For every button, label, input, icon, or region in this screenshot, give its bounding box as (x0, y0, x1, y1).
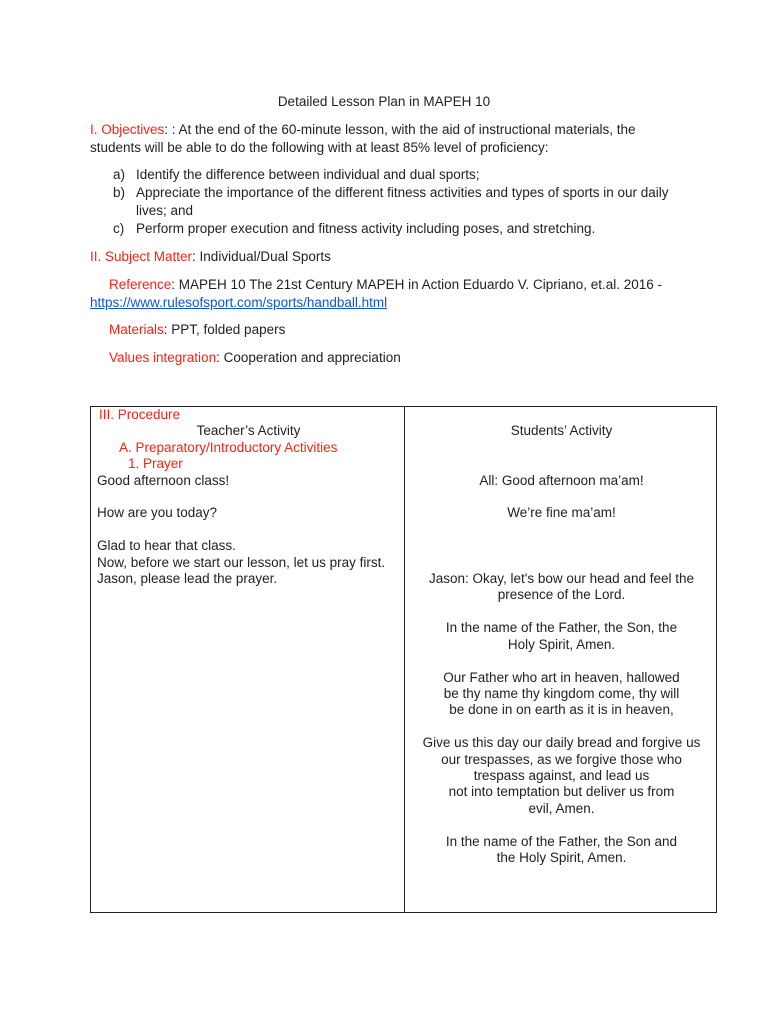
objective-item-text: Appreciate the importance of the different fitness activities and types of sports in our daily lives; and (136, 185, 669, 218)
reference-label: Reference (109, 277, 172, 292)
students-header-spacer (409, 456, 714, 472)
materials-label: Materials (109, 322, 164, 337)
dialogue-line (409, 817, 714, 833)
materials-value: : PPT, folded papers (163, 322, 286, 337)
objective-item-label: b) (113, 185, 126, 200)
dialogue-line: trespass against, and lead us (473, 767, 650, 783)
dialogue-line: Glad to hear that class. (97, 538, 236, 554)
dialogue-line: All: Good afternoon ma’am! (479, 472, 644, 488)
reference-paragraph (90, 276, 690, 312)
column-divider (404, 407, 405, 912)
objectives-list (113, 166, 673, 238)
teacher-activity-column (97, 407, 400, 587)
objectives-intro: At the end of the 60-minute lesson, with the aid of instructional materials, the students will be able to do the following with at least 85% level of proficiency: (90, 122, 636, 155)
reference-link[interactable]: https://www.rulesofsport.com/sports/handball.html (90, 295, 388, 310)
dialogue-line: Our Father who art in heaven, hallowed (443, 669, 680, 685)
objective-item-label: a) (113, 167, 126, 182)
dialogue-line: be done in on earth as it is in heaven, (449, 702, 674, 718)
dialogue-line: evil, Amen. (528, 800, 595, 816)
dialogue-line (409, 719, 714, 735)
subject-matter-label: II. Subject Matter (90, 249, 193, 264)
student-lines (409, 473, 714, 867)
dialogue-line: Jason: Okay, let's bow our head and feel the (429, 571, 694, 587)
dialogue-line: In the name of the Father, the Son, the (445, 620, 678, 636)
dialogue-line: Now, before we start our lesson, let us pray first. (97, 554, 386, 570)
students-activity-column (409, 407, 714, 866)
dialogue-line (97, 489, 400, 505)
dialogue-line: How are you today? (97, 505, 218, 521)
students-header-spacer (409, 407, 714, 423)
students-header-spacer (409, 440, 714, 456)
dialogue-line: Holy Spirit, Amen. (507, 636, 616, 652)
dialogue-line (409, 555, 714, 571)
objective-item (113, 184, 673, 220)
dialogue-line (409, 489, 714, 505)
students-activity-header: Students’ Activity (510, 423, 613, 439)
section-a-heading: A. Preparatory/Introductory Activities (119, 439, 338, 455)
procedure-heading: III. Procedure (99, 407, 181, 422)
dialogue-line: In the name of the Father, the Son and (445, 833, 678, 849)
dialogue-line (409, 604, 714, 620)
reference-value: : MAPEH 10 The 21st Century MAPEH in Action Eduardo V. Cipriano, et.al. 2016 - (171, 277, 663, 292)
subject-matter-value: : Individual/Dual Sports (192, 249, 331, 264)
dialogue-line (409, 538, 714, 554)
document-title: Detailed Lesson Plan in MAPEH 10 (277, 94, 491, 109)
objectives-label: I. Objectives (90, 122, 165, 137)
dialogue-line (409, 522, 714, 538)
teacher-lines (97, 473, 400, 588)
values-integration-label: Values integration (109, 350, 217, 365)
values-integration-value: : Cooperation and appreciation (216, 350, 401, 365)
dialogue-line: our trespasses, as we forgive those who (441, 751, 682, 767)
dialogue-line: the Holy Spirit, Amen. (496, 849, 627, 865)
subject-matter-line (90, 248, 690, 266)
objective-item-text: Identify the difference between individual and dual sports; (136, 167, 480, 182)
values-integration-line (109, 349, 709, 367)
objective-item-text: Perform proper execution and fitness activity including poses, and stretching. (136, 221, 596, 236)
prayer-subheading: 1. Prayer (128, 456, 183, 472)
dialogue-line: Give us this day our daily bread and forgive us (422, 735, 701, 751)
objectives-paragraph (90, 121, 690, 157)
procedure-table (90, 406, 717, 913)
dialogue-line: presence of the Lord. (497, 587, 626, 603)
materials-line (109, 321, 709, 339)
teacher-activity-header: Teacher’s Activity (196, 423, 301, 439)
dialogue-line: Good afternoon class! (97, 472, 230, 488)
objective-item (113, 166, 673, 184)
dialogue-line: be thy name thy kingdom come, thy will (443, 685, 680, 701)
dialogue-line: We’re fine ma’am! (507, 505, 616, 521)
dialogue-line: not into temptation but deliver us from (448, 784, 675, 800)
dialogue-line: Jason, please lead the prayer. (97, 571, 278, 587)
objectives-separator: : : (164, 122, 176, 137)
dialogue-line (97, 522, 400, 538)
objective-item (113, 220, 673, 238)
dialogue-line (409, 653, 714, 669)
objective-item-label: c) (113, 221, 125, 236)
